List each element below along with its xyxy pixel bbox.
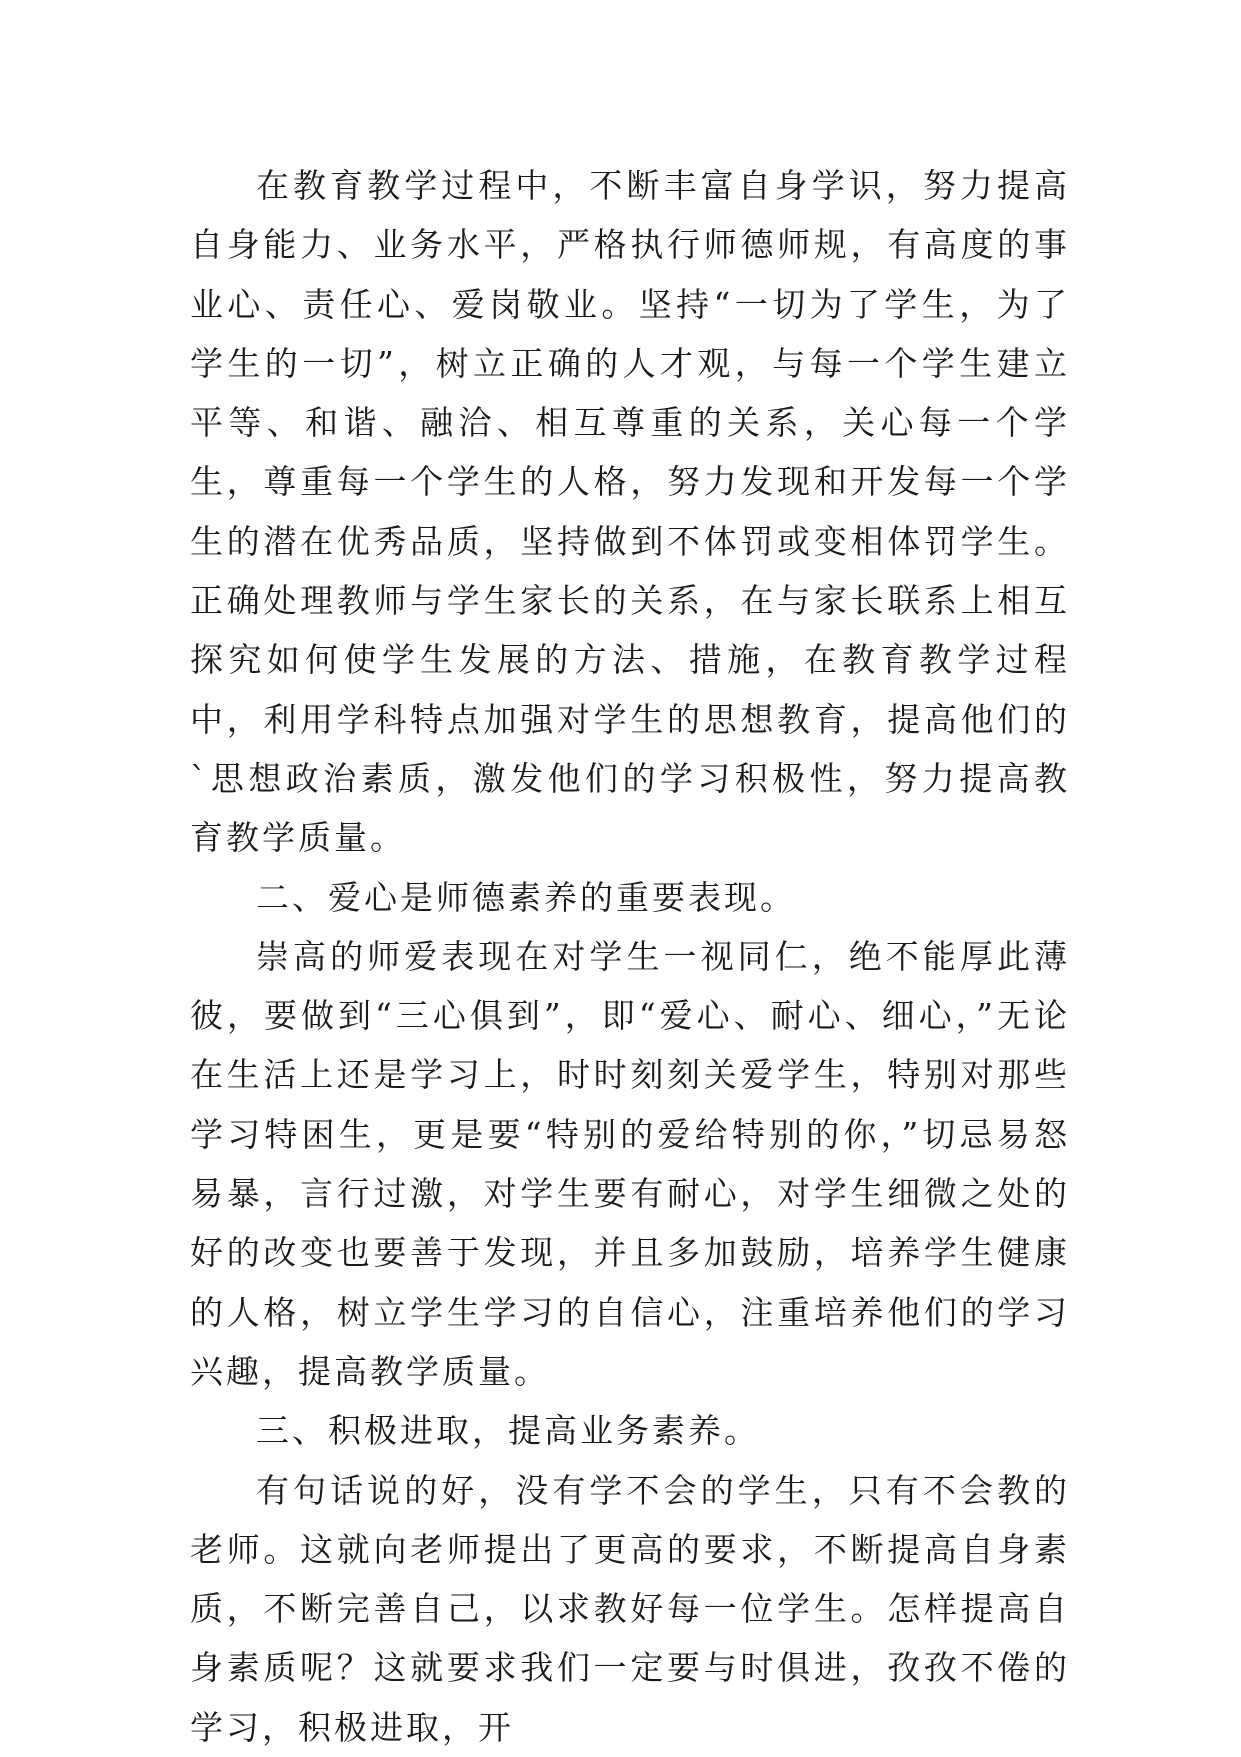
paragraph-self-improvement: 有句话说的好，没有学不会的学生，只有不会教的老师。这就向老师提出了更高的要求，不断提高自身素质，不断完善自己，以求教好每一位学生。怎样提高自身素质呢？这就要求我们一定要与时俱进，孜孜不倦的学习，积极进取，开 [190, 1470, 1070, 1747]
paragraph-teaching-process: 在教育教学过程中，不断丰富自身学识，努力提高自身能力、业务水平，严格执行师德师规，有高度的事业心、责任心、爱岗敬业。坚持“一切为了学生，为了学生的一切”，树立正确的人才观，与每一个学生建立平等、和谐、融洽、相互尊重的关系，关心每一个学生，尊重每一个学生的人格，努力发现和开发每一个学生的潜在优秀品质，坚持做到不体罚或变相体罚学生。正确处理教师与学生家长的关系，在与家长联系上相互探究如何使学生发展的方法、措施，在教育教学过程中，利用学科特点加强对学生的思想教育，提高他们的`思想政治素质，激发他们的学习积极性，努力提高教育教学质量。 [190, 166, 1070, 858]
body-text [190, 156, 1070, 1757]
paragraph-teacher-love: 崇高的师爱表现在对学生一视同仁，绝不能厚此薄彼，要做到“三心俱到”，即“爱心、耐心、细心，”无论在生活上还是学习上，时时刻刻关爱学生，特别对那些学习特困生，更是要“特别的爱给特别的你，”切忌易怒易暴，言行过激，对学生要有耐心，对学生细微之处的好的改变也要善于发现，并且多加鼓励，培养学生健康的人格，树立学生学习的自信心，注重培养他们的学习兴趣，提高教学质量。 [190, 936, 1070, 1391]
heading-professional-section: 三、积极进取，提高业务素养。 [256, 1411, 760, 1451]
heading-love-section: 二、爱心是师德素养的重要表现。 [256, 877, 796, 917]
